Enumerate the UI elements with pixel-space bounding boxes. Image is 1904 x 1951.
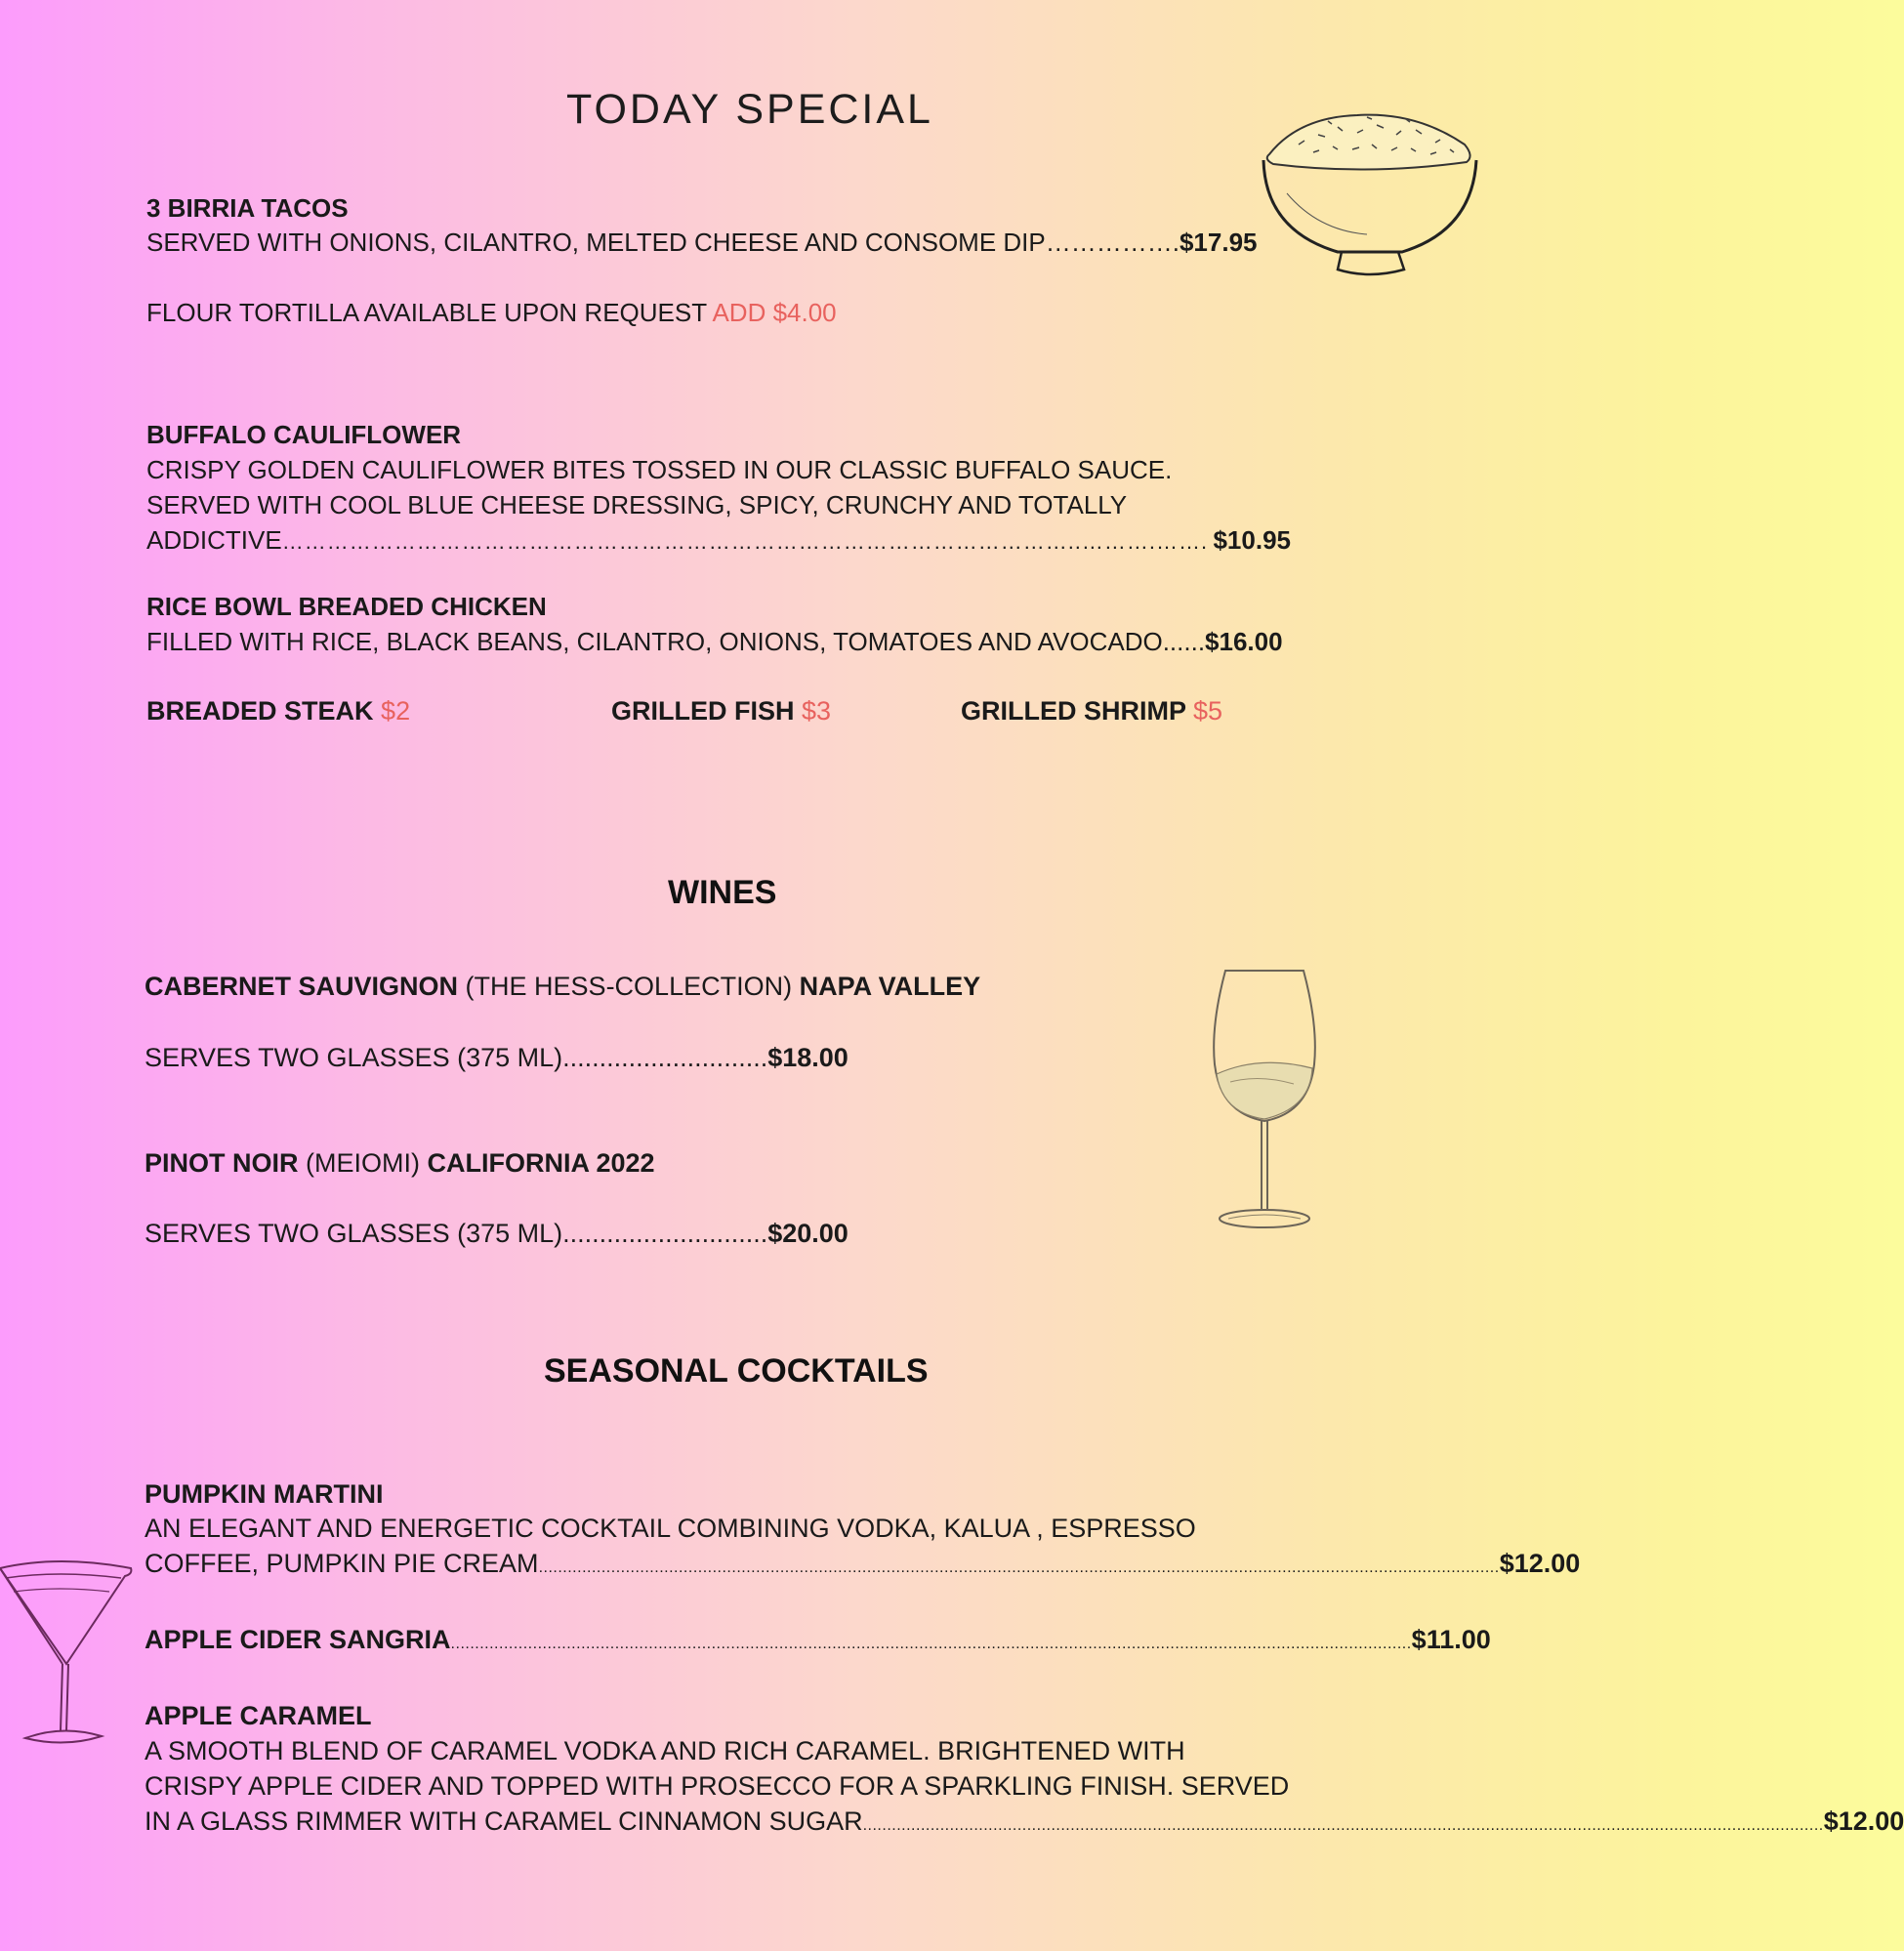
addon-label: GRILLED SHRIMP [961, 696, 1186, 726]
wine-cabernet-price: $18.00 [767, 1043, 849, 1072]
rice-bowl-price: $16.00 [1205, 627, 1283, 656]
leader-dots: ............................ [562, 1043, 768, 1072]
leader-dots: ....................................................................................................................................................................................................... [450, 1636, 1412, 1652]
leader-dots: ....................................................................................................................................................................................................... [862, 1817, 1824, 1834]
wine-item-cabernet [145, 972, 980, 1002]
wine-serves-text: SERVES TWO GLASSES (375 ML) [145, 1219, 563, 1248]
tortilla-note-text: FLOUR TORTILLA AVAILABLE UPON REQUEST [146, 298, 707, 327]
cauliflower-line-3 [146, 525, 1291, 556]
birria-desc-text: SERVED WITH ONIONS, CILANTRO, MELTED CHEESE AND CONSOME DIP [146, 228, 1046, 257]
pumpkin-martini-line-1: AN ELEGANT AND ENERGETIC COCKTAIL COMBINING VODKA, KALUA , ESPRESSO [145, 1514, 1196, 1543]
wine-producer: (MEIOMI) [306, 1148, 421, 1178]
wine-name: CABERNET SAUVIGNON [145, 972, 459, 1001]
addon-price: $5 [1193, 696, 1223, 726]
cauliflower-line-2: SERVED WITH COOL BLUE CHEESE DRESSING, SPICY, CRUNCHY AND TOTALLY [146, 490, 1128, 519]
birria-tacos-name: 3 BIRRIA TACOS [146, 193, 349, 223]
apple-caramel-line-3 [145, 1806, 1904, 1837]
wine-glass-icon [1201, 967, 1328, 1240]
wine-pinot-serves [145, 1219, 849, 1249]
apple-caramel-desc-end: IN A GLASS RIMMER WITH CARAMEL CINNAMON SUGAR [145, 1806, 863, 1836]
addon-price: $3 [802, 696, 832, 726]
rice-bowl-desc-text: FILLED WITH RICE, BLACK BEANS, CILANTRO, ONIONS, TOMATOES AND AVOCADO [146, 627, 1163, 656]
buffalo-cauliflower-name: BUFFALO CAULIFLOWER [146, 420, 462, 449]
wine-cabernet-serves [145, 1043, 849, 1073]
wine-region: CALIFORNIA 2022 [427, 1148, 655, 1178]
wine-item-pinot-noir [145, 1148, 655, 1179]
apple-caramel-line-2: CRISPY APPLE CIDER AND TOPPED WITH PROSECCO FOR A SPARKLING FINISH. SERVED [145, 1771, 1290, 1801]
leader-dots: ……………………………………………………………………………………………..……….……. [281, 529, 1209, 554]
leader-dots: ……………. [1045, 228, 1180, 257]
apple-cider-sangria-row [145, 1625, 1491, 1655]
pumpkin-martini-name: PUMPKIN MARTINI [145, 1479, 384, 1509]
buffalo-cauliflower-price: $10.95 [1213, 525, 1291, 555]
apple-caramel-line-1: A SMOOTH BLEND OF CARAMEL VODKA AND RICH CARAMEL. BRIGHTENED WITH [145, 1736, 1185, 1765]
birria-tacos-description [146, 228, 1258, 258]
wine-name: PINOT NOIR [145, 1148, 299, 1178]
wine-region: NAPA VALLEY [799, 972, 981, 1001]
apple-caramel-price: $12.00 [1823, 1806, 1904, 1836]
addon-label: GRILLED FISH [611, 696, 795, 726]
wine-producer: (THE HESS-COLLECTION) [465, 972, 793, 1001]
wines-title: WINES [668, 874, 777, 911]
apple-cider-sangria-price: $11.00 [1411, 1625, 1491, 1654]
today-special-title: TODAY SPECIAL [566, 86, 933, 133]
pumpkin-martini-line-2 [145, 1549, 1581, 1579]
wine-serves-text: SERVES TWO GLASSES (375 ML) [145, 1043, 563, 1072]
apple-cider-sangria-name: APPLE CIDER SANGRIA [145, 1625, 451, 1654]
addon-label: BREADED STEAK [146, 696, 374, 726]
addon-breaded-steak [146, 696, 410, 726]
apple-caramel-name: APPLE CARAMEL [145, 1701, 372, 1730]
pumpkin-desc-end: COFFEE, PUMPKIN PIE CREAM [145, 1549, 539, 1578]
martini-glass-icon [0, 1557, 137, 1752]
tortilla-add-price: ADD $4.00 [712, 298, 837, 327]
seasonal-cocktails-title: SEASONAL COCKTAILS [544, 1352, 929, 1390]
pumpkin-martini-price: $12.00 [1499, 1549, 1581, 1578]
rice-bowl-name: RICE BOWL BREADED CHICKEN [146, 592, 547, 621]
flour-tortilla-note [146, 298, 837, 328]
addon-grilled-fish [611, 696, 831, 726]
wine-pinot-price: $20.00 [767, 1219, 849, 1248]
leader-dots: ....................................................................................................................................................................................................... [538, 1559, 1500, 1576]
rice-bowl-description [146, 627, 1283, 657]
birria-tacos-price: $17.95 [1179, 228, 1258, 257]
addon-grilled-shrimp [961, 696, 1222, 726]
cauliflower-addictive: ADDICTIVE [146, 525, 282, 555]
leader-dots: ...... [1162, 627, 1206, 656]
leader-dots: ............................ [562, 1219, 768, 1248]
cauliflower-line-1: CRISPY GOLDEN CAULIFLOWER BITES TOSSED IN OUR CLASSIC BUFFALO SAUCE. [146, 455, 1173, 484]
rice-bowl-icon [1260, 105, 1480, 283]
addon-price: $2 [381, 696, 411, 726]
